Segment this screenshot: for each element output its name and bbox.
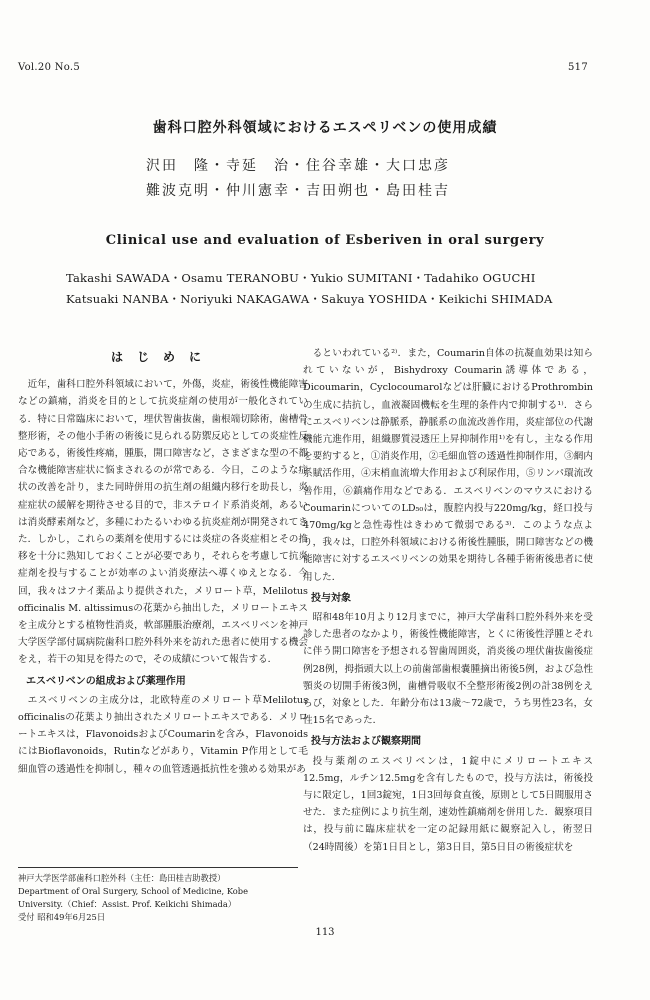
subjects-paragraph: 昭和48年10月より12月までに，神戸大学歯科口腔外科外来を受診した患者のなかより，術後性機能障害，とくに術後性浮腫とそれに伴う開口障害を予想される智歯周囲炎，消炎後の埋伏歯抜歯後症例28例，拇指頭大以上の前歯部歯根嚢腫摘出術後5例，および急性顎炎の切開手術後3例，歯槽骨吸収不全整形術後2例の計38例をえらび，対象とした．年齢分布は13歳～72歳で，うち男性23名，女性15名であった．	[303, 612, 593, 727]
authors-japanese-line-2: 難波克明・仲川憲幸・吉田朔也・島田桂吉	[146, 183, 450, 199]
intro-heading: はじめに	[110, 350, 215, 364]
authors-japanese-line-1: 沢田 隆・寺延 治・住谷幸雄・大口忠彦	[146, 158, 450, 174]
affiliation-line: University.（Chief：Assist. Prof. Keikichi Shimada）	[18, 899, 237, 909]
right-column	[303, 345, 593, 856]
composition-paragraph: エスベリベンの主成分は，北欧特産のメリロート草Melilotus officinalisの花葉より抽出されたメリロートエキスである．メリロートエキスは，FlavonoidsおよびCoumarinを含み，FlavonoidsにはBioflavonoids，Rutinなどがあり，Vitamin P作用として毛細血管の透過性を抑制し，種々の血管透過抵抗性を強める効果があ	[18, 694, 308, 775]
affiliation-footnote	[18, 867, 298, 924]
method-heading: 投与方法および観察期間	[311, 736, 421, 748]
subjects-heading: 投与対象	[311, 592, 351, 604]
affiliation-line: 神戸大学医学部歯科口腔外科（主任：島田桂吉助教授）	[18, 873, 226, 883]
authors-english-line-2: Katsuaki NANBA・Noriyuki NAKAGAWA・Sakuya YOSHIDA・Keikichi SHIMADA	[66, 292, 553, 306]
pharmacology-paragraph: るといわれている²⁾．また，Coumarin自体の抗凝血効果は知られていないが，Bishydroxy Coumarin誘導体である，Dicoumarin，Cyclocoumarolなどは肝臓におけるProthrombinの生成に拮抗し，血液凝固機転を生理的条件内で抑制する¹⁾．さらにエスベリベンは静脈系，静脈系の血流改善作用，炎症部位の代謝機能亢進作用，組織膠質浸透圧上昇抑制作用¹⁾を有し，主なる作用を要約すると，①消炎作用，②毛細血管の透過性抑制作用，③網内系賦活作用，④末梢血流増大作用および利尿作用，⑤リンパ環流改善作用，⑥鎮痛作用などである．エスベリベンのマウスにおけるCoumarinについてのLD₅₀は，腹腔内投与220mg/kg，経口投与470mg/kgと急性毒性はきわめて微弱である³⁾．このような点より，我々は，口腔外科領域における術後性腫脹，開口障害などの機能障害に対するエスベリベンの効果を期待し各種手術術後患者に使用した．	[303, 348, 593, 583]
page-number: 113	[315, 927, 335, 938]
title-english: Clinical use and evaluation of Esberiven in oral surgery	[105, 233, 545, 248]
intro-paragraph: 近年，歯科口腔外科領域において，外傷，炎症，術後性機能障害などの鎮痛，消炎を目的として抗炎症剤の使用が一般化されている．特に日常臨床において，埋伏智歯抜歯，歯根端切除術，歯槽骨整形術，その他小手術の術後に見られる防禦反応としての炎症性反応である，術後性疼痛，腫脹，開口障害など，さまざまな型の不都合な機能障害症状に悩まされるのが常である．今日，このような症状の改善を計り，また同時併用の抗生剤の組織内移行を助長し，炎症症状の緩解を期待させる目的で，非ステロイド系消炎剤，あるいは消炎酵素剤など，多種にわたるいわゆる抗炎症剤が開発されてきた．しかし，これらの薬剤を使用するには炎症の各炎症相とその推移を十分に熟知しておくことが必要であり，それらを考慮して抗炎症剤を投与することが効率のよい消炎療法へ導くゆえとなる．今回，我々はフナイ薬品より提供された，メリロート草，Melilotus officinalis M. altissimusの花葉から抽出した，メリロートエキスを主成分とする植物性消炎，軟部腫脹治療剤，エスベリベンを神戸大学医学部付属病院歯科口腔外科外来を訪れた患者に使用する機会をえ，若干の知見を得たので，その成績について報告する．	[18, 379, 308, 666]
authors-english-line-1: Takashi SAWADA・Osamu TERANOBU・Yukio SUMITANI・Tadahiko OGUCHI	[66, 271, 536, 285]
method-paragraph: 投与薬剤のエスベリベンは，1錠中にメリロートエキス12.5mg，ルチン12.5mgを含有したもので，投与方法は，術後投与に限定し，1回3錠宛，1日3回毎食直後，原則として5日間服用させた．また症例により抗生剤，速効性鎮痛剤を併用した．観察項目は，投与前に臨床症状を一定の記録用紙に観察記入し，術翌日（24時間後）を第1日目とし，第3日目，第5日目の術後症状を	[303, 755, 593, 853]
left-column	[18, 345, 308, 778]
composition-heading: エスベリベンの組成および薬理作用	[26, 675, 186, 687]
journal-volume: Vol.20 No.5	[18, 62, 81, 73]
title-japanese: 歯科口腔外科領域におけるエスペリベンの使用成績	[152, 120, 498, 136]
received-date: 受付 昭和49年6月25日	[18, 912, 106, 922]
journal-page-number: 517	[568, 62, 588, 73]
affiliation-line: Department of Oral Surgery, School of Medicine, Kobe	[18, 886, 249, 896]
